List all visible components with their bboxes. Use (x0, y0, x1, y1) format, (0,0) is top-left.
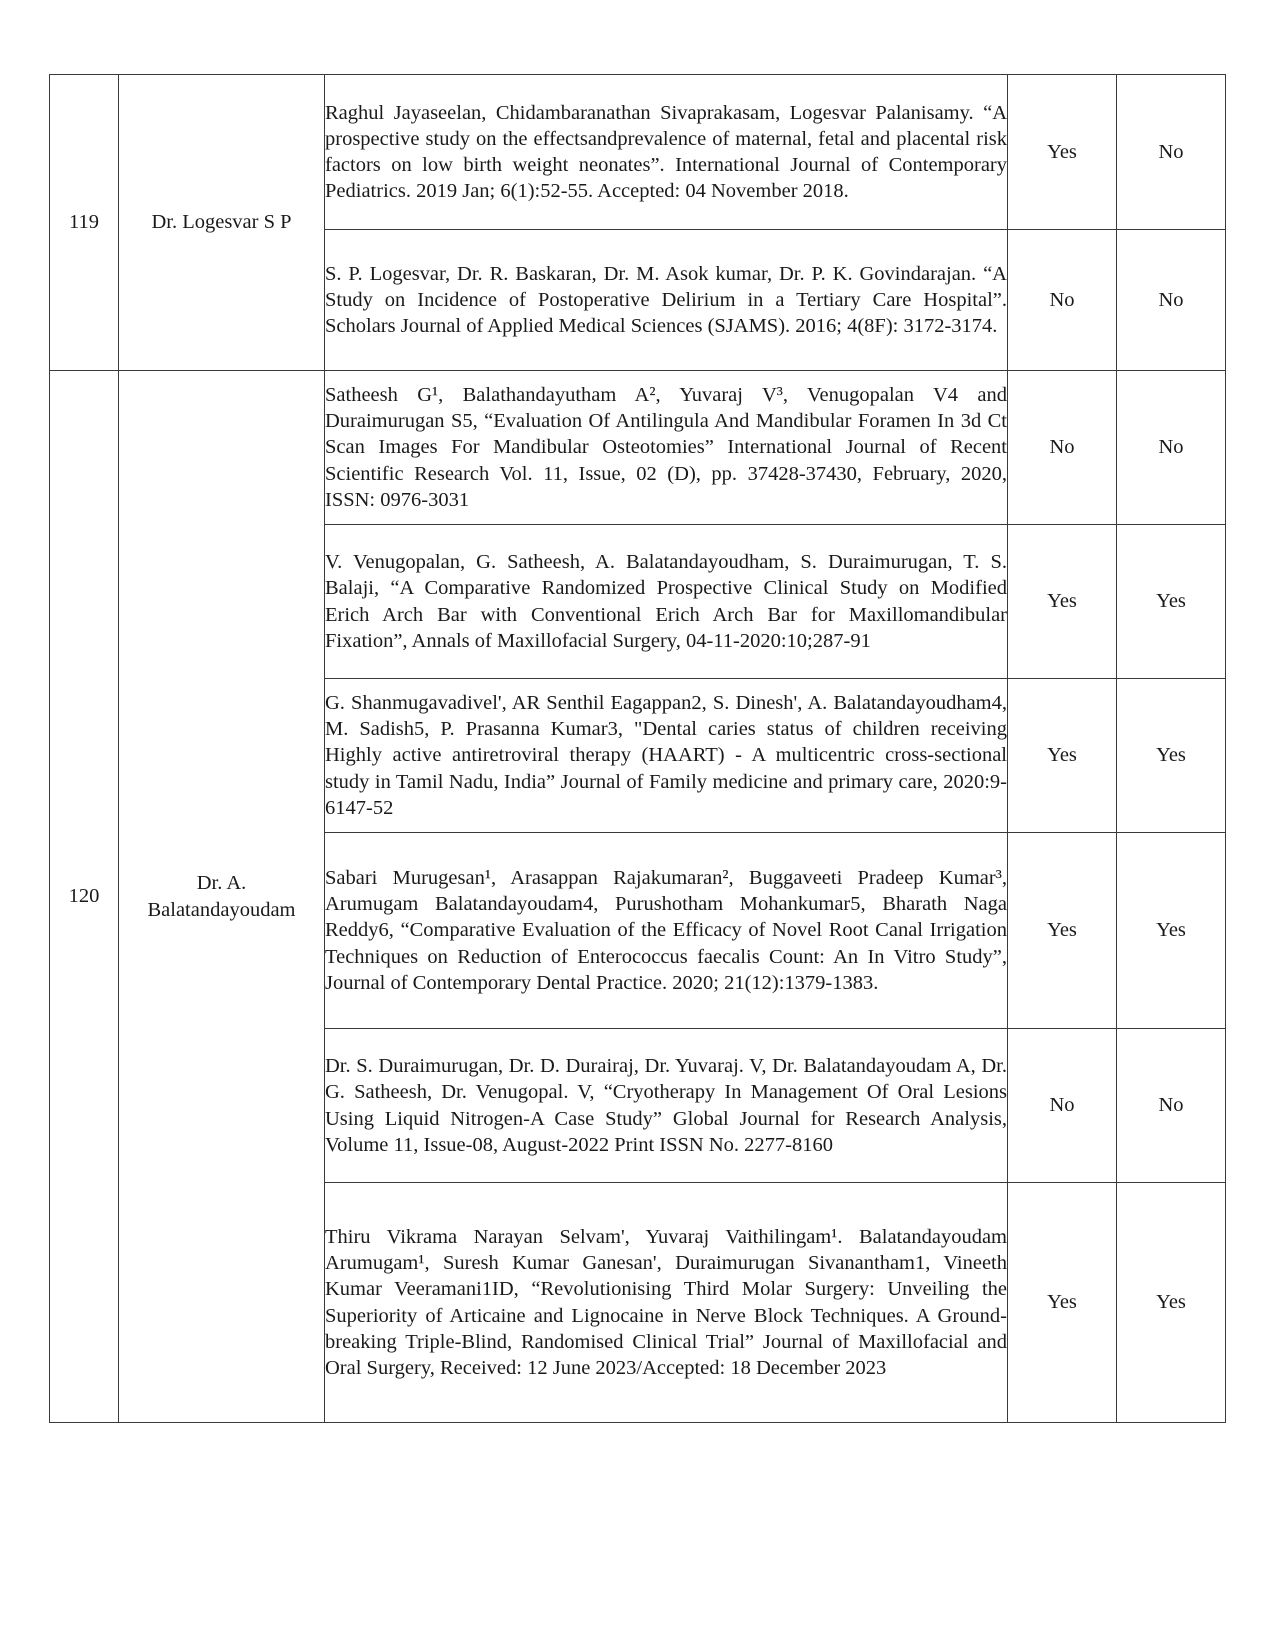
publication-reference: Raghul Jayaseelan, Chidambaranathan Sivaprakasam, Logesvar Palanisamy. “A prospective study on the effectsandprevalence of maternal, fetal and placental risk factors on low birth weight neonates”. International Journal of Contemporary Pediatrics. 2019 Jan; 6(1):52-55. Accepted: 04 November 2018. (325, 101, 1007, 203)
faculty-name-cell (119, 371, 325, 1423)
flag-a-cell: No (1008, 230, 1117, 371)
flag-a-cell: Yes (1008, 1183, 1117, 1423)
publication-reference: V. Venugopalan, G. Satheesh, A. Balatandayoudham, S. Duraimurugan, T. S. Balaji, “A Comparative Randomized Prospective Clinical Study on Modified Erich Arch Bar with Conventional Erich Arch Bar for Maxillomandibular Fixation”, Annals of Maxillofacial Surgery, 04-11-2020:10;287-91 (325, 551, 1007, 652)
publication-reference: G. Shanmugavadivel', AR Senthil Eagappan2, S. Dinesh', A. Balatandayoudham4, M. Sadish5, P. Prasanna Kumar3, "Dental caries status of children receiving Highly active antiretroviral therapy (HAART) - A multicentric cross-sectional study in Tamil Nadu, India” Journal of Family medicine and primary care, 2020:9-6147-52 (325, 691, 1007, 819)
publication-cell (325, 1029, 1008, 1183)
publication-reference: Thiru Vikrama Narayan Selvam', Yuvaraj Vaithilingam¹. Balatandayoudam Arumugam¹, Suresh Kumar Ganesan', Duraimurugan Sivanantham1, Vineeth Kumar Veeramani1ID, “Revolutionising Third Molar Surgery: Unveiling the Superiority of Articaine and Lignocaine in Nerve Block Techniques. A Ground-breaking Triple-Blind, Randomised Clinical Trial” Journal of Maxillofacial and Oral Surgery, Received: 12 June 2023/Accepted: 18 December 2023 (325, 1225, 1007, 1379)
flag-b-cell: Yes (1117, 679, 1226, 833)
flag-a-cell: No (1008, 1029, 1117, 1183)
flag-a-cell: Yes (1008, 525, 1117, 679)
flag-a-cell: No (1008, 371, 1117, 525)
flag-b-cell: Yes (1117, 833, 1226, 1029)
publication-reference: Sabari Murugesan¹, Arasappan Rajakumaran², Buggaveeti Pradeep Kumar³, Arumugam Balatandayoudam4, Purushotham Mohankumar5, Bharath Naga Reddy6, “Comparative Evaluation of the Efficacy of Novel Root Canal Irrigation Techniques on Reduction of Enterococcus faecalis Count: An In Vitro Study”, Journal of Contemporary Dental Practice. 2020; 21(12):1379-1383. (325, 866, 1007, 994)
publication-cell (325, 833, 1008, 1029)
serial-number-cell: 119 (50, 75, 119, 371)
publication-cell (325, 525, 1008, 679)
flag-b-cell: No (1117, 230, 1226, 371)
flag-a-cell: Yes (1008, 833, 1117, 1029)
table-row (50, 75, 1226, 230)
publication-cell (325, 1183, 1008, 1423)
flag-b-cell: No (1117, 371, 1226, 525)
faculty-name-cell (119, 75, 325, 371)
faculty-name: Dr. A. Balatandayoudam (147, 872, 296, 921)
flag-b-cell: Yes (1117, 525, 1226, 679)
publication-cell (325, 371, 1008, 525)
flag-b-cell: No (1117, 1029, 1226, 1183)
publication-cell (325, 75, 1008, 230)
serial-number-cell: 120 (50, 371, 119, 1423)
publications-table (49, 74, 1226, 1423)
table-row (50, 371, 1226, 525)
publication-cell (325, 679, 1008, 833)
faculty-name: Dr. Logesvar S P (151, 211, 292, 234)
publication-reference: Satheesh G¹, Balathandayutham A², Yuvaraj V³, Venugopalan V4 and Duraimurugan S5, “Evaluation Of Antilingula And Mandibular Foramen In 3d Ct Scan Images For Mandibular Osteotomies” International Journal of Recent Scientific Research Vol. 11, Issue, 02 (D), pp. 37428-37430, February, 2020, ISSN: 0976-3031 (325, 383, 1007, 511)
publication-reference: Dr. S. Duraimurugan, Dr. D. Durairaj, Dr. Yuvaraj. V, Dr. Balatandayoudam A, Dr. G. Satheesh, Dr. Venugopal. V, “Cryotherapy In Management Of Oral Lesions Using Liquid Nitrogen-A Case Study” Global Journal for Research Analysis, Volume 11, Issue-08, August-2022 Print ISSN No. 2277-8160 (325, 1055, 1007, 1156)
flag-b-cell: Yes (1117, 1183, 1226, 1423)
flag-a-cell: Yes (1008, 75, 1117, 230)
flag-b-cell: No (1117, 75, 1226, 230)
publication-reference: S. P. Logesvar, Dr. R. Baskaran, Dr. M. Asok kumar, Dr. P. K. Govindarajan. “A Study on Incidence of Postoperative Delirium in a Tertiary Care Hospital”. Scholars Journal of Applied Medical Sciences (SJAMS). 2016; 4(8F): 3172-3174. (325, 262, 1007, 338)
flag-a-cell: Yes (1008, 679, 1117, 833)
publication-cell (325, 230, 1008, 371)
